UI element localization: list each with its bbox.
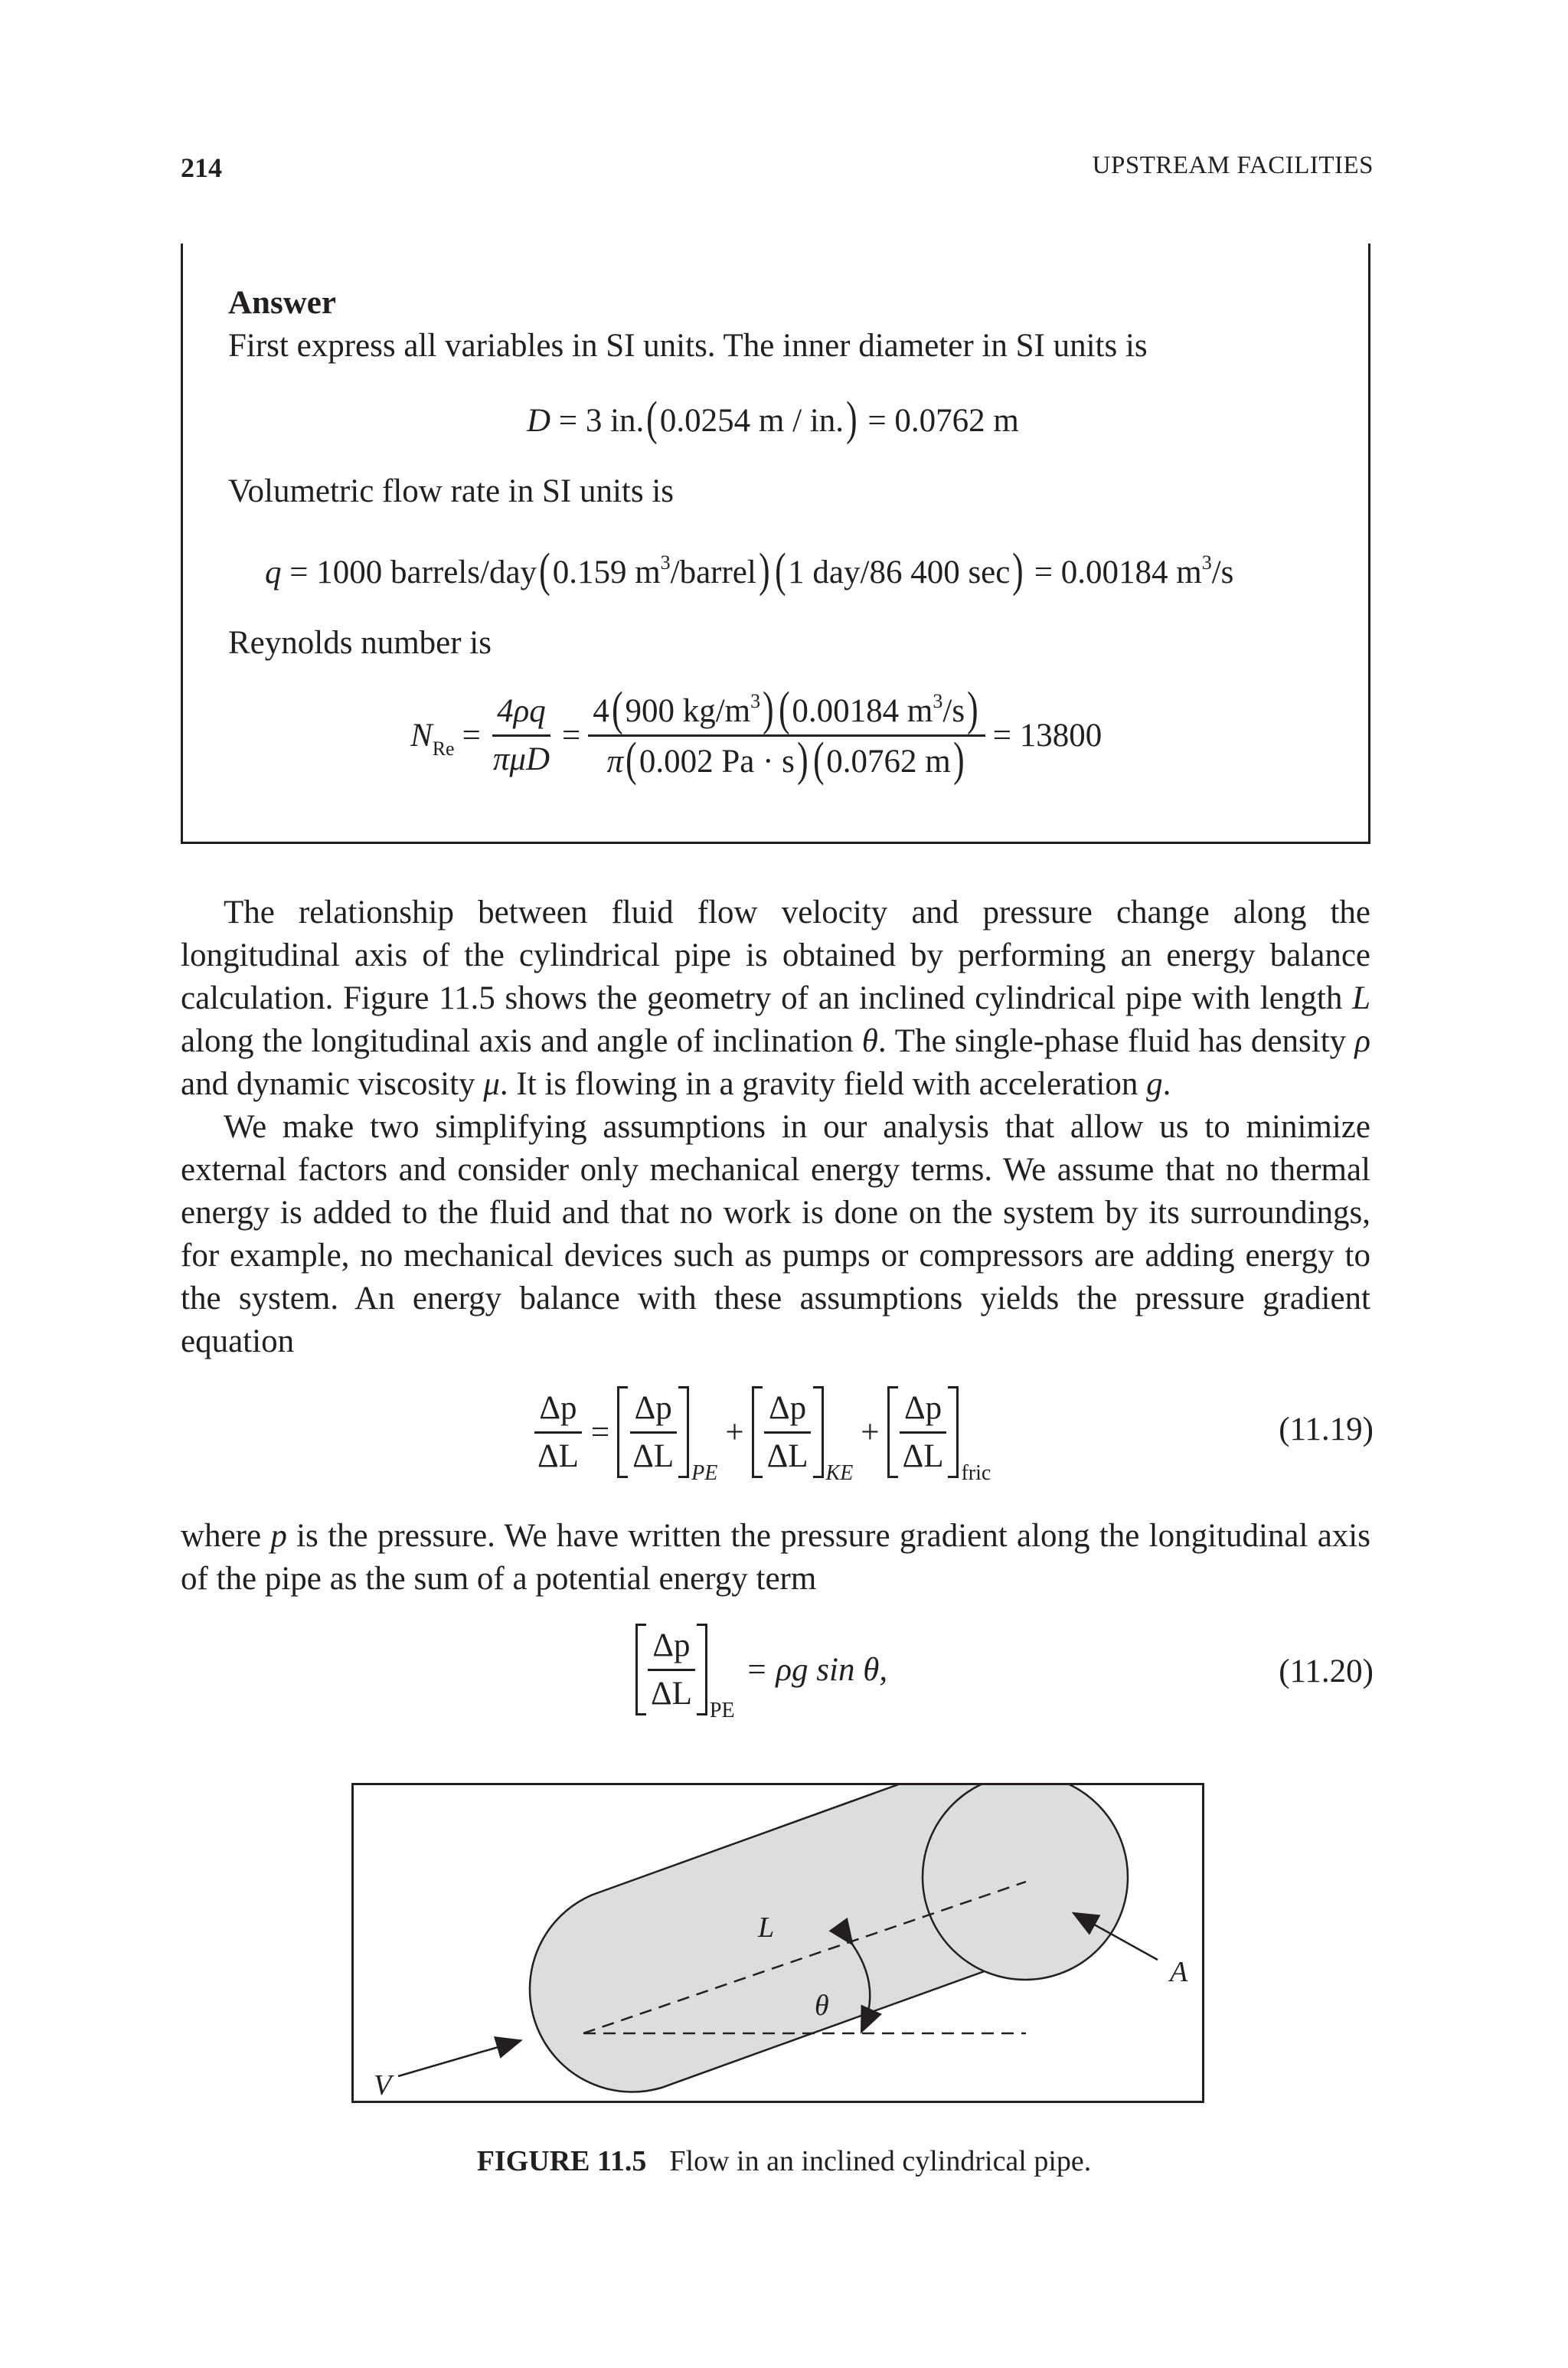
eq-re-result: = 13800: [992, 718, 1102, 754]
equation-11-19: $\frac{\Delta p}{\Delta L}$ = $\frac{\Delta p}{\Delta L}$ PE + $\frac{\Delta p}{\Delta L}$ KE + $\frac{\Delta p}{\Delta L}$ fric: [533, 1386, 991, 1478]
paragraph-2: We make two simplifying assumptions in our analysis that allow us to minimize external factors and consider only mechanical energy terms. We assume that no thermal energy is added to the fluid and that no work is done on the system by its surroundings, for example, no mechanical devices such as pumps or compressors are adding energy to the system. An energy balance with these assumptions yields the pressure gradient equation: [181, 1109, 1370, 1359]
eq-q-p1-sup: 3: [660, 551, 671, 574]
eq-q-p2: 1 day/86 400 sec: [788, 554, 1011, 590]
eq1119-pe-den: ΔL: [632, 1437, 675, 1474]
label-A: A: [1170, 1956, 1188, 1988]
equation-reynolds: $N_{Re}$ = $\frac{4\rho q}{\text{πμD}}$ = $\frac{4(900 kg/m^3)(0.00184 m^3/s)}{\pi(0.002 Pa \cdot s)(0.0762 m)}$ = 13800: [410, 683, 1102, 786]
eq-q-p1-tail: /barrel: [670, 554, 756, 590]
para3-symbol-p: p: [270, 1518, 287, 1554]
eq1119-lhs-den: ΔL: [537, 1437, 579, 1474]
eq-re-lhs: N: [410, 718, 433, 754]
inclined-pipe-diagram: [354, 1785, 1202, 2101]
eq-re-f2-num-a: 4: [593, 693, 609, 729]
para1-symbol-L: L: [1352, 980, 1370, 1016]
eq-q-p1: 0.159 m: [552, 554, 661, 590]
eq1120-den: ΔL: [651, 1675, 692, 1712]
para3-text-2: is the pressure. We have written the pressure gradient along the longitudinal axis of the pipe as the sum of a potential energy term: [181, 1518, 1370, 1597]
flow-label: Volumetric flow rate in SI units is: [228, 473, 675, 509]
eq-re-f2-num-b: 900 kg/m: [625, 693, 751, 729]
eq1119-ke-num: Δp: [764, 1388, 811, 1434]
page-number: 214: [181, 152, 222, 183]
figure-box: [351, 1783, 1204, 2103]
label-theta: θ: [815, 1990, 829, 2022]
para1-text-1: The relationship between fluid flow velocity and pressure change along the longitudinal axis of the cylindrical pipe is obtained by performing an energy balance calculation. Figure 11.5 shows the geometry of an inclined cylindrical pipe with length: [181, 895, 1370, 1016]
eq-re-f2-num-c: 0.00184 m: [792, 693, 933, 729]
eq1119-fric-num: Δp: [900, 1388, 946, 1434]
label-L: L: [758, 1912, 775, 1944]
eq1119-term-ke: [752, 1386, 854, 1485]
figure-caption: [0, 2144, 1568, 2178]
eq-re-fraction-numeric: $\frac{4(900 kg/m^3)(0.00184 m^3/s)}{\pi(0.002 Pa \cdot s)(0.0762 m)}$: [588, 689, 985, 782]
eq-re-lhs-sub: Re: [432, 738, 455, 760]
eq-d-inner: 0.0254 m / in.: [659, 403, 844, 439]
eq1120-number: (11.20): [1279, 1653, 1374, 1689]
eq1120-num: Δp: [648, 1626, 694, 1671]
reynolds-label: Reynolds number is: [228, 625, 492, 661]
eq1120-term: [635, 1624, 735, 1722]
equation-flow-rate: q = 1000 barrels/day(0.159 $m^3/barrel)(1$ day/86 400 sec) = 0.00184 $m^3/s$: [265, 545, 1234, 597]
eq-d-equals: = 3 in.: [558, 403, 645, 439]
paragraph-1: [181, 891, 1370, 1106]
eq-re-f2-den-b: 0.002 Pa · s: [639, 744, 795, 780]
equation-11-20: [635, 1624, 888, 1722]
para1-text-4: and dynamic viscosity: [181, 1066, 484, 1102]
para1-symbol-mu: μ: [483, 1066, 500, 1102]
eq1119-fric-den: ΔL: [902, 1437, 944, 1474]
eq1119-ke-den: ΔL: [766, 1437, 808, 1474]
eq-d-result: = 0.0762 m: [867, 403, 1019, 439]
eq-q-part1: = 1000 barrels/day: [289, 554, 537, 590]
eq1119-pe-num: Δp: [630, 1388, 677, 1434]
para1-text-2: along the longitudinal axis and angle of inclination: [181, 1023, 862, 1059]
eq-q-lhs: q: [265, 554, 282, 590]
caption-label: FIGURE 11.5: [476, 2145, 647, 2177]
para1-symbol-rho: ρ: [1354, 1023, 1370, 1059]
equation-diameter: D = 3 in.(0.0254 m / in.) = 0.0762 m: [527, 393, 1019, 445]
eq-re-f2-num-c-sup: 3: [933, 690, 943, 712]
eq-re-f1-num: 4ρq: [492, 692, 550, 737]
para1-symbol-theta: θ: [861, 1023, 878, 1059]
running-head: UPSTREAM FACILITIES: [1092, 152, 1374, 179]
answer-title: Answer: [228, 285, 336, 321]
para3-text-1: where: [181, 1518, 271, 1554]
caption-text: Flow in an inclined cylindrical pipe.: [669, 2145, 1092, 2177]
para1-text-5: . It is flowing in a gravity field with acceleration: [499, 1066, 1147, 1102]
eq-re-f2-den-c: 0.0762 m: [826, 744, 951, 780]
eq-q-result: = 0.00184 m: [1034, 554, 1202, 590]
eq1120-sub: PE: [709, 1699, 735, 1722]
para1-text-6: .: [1162, 1066, 1171, 1102]
para1-text-3: . The single-phase fluid has density: [877, 1023, 1355, 1059]
eq1119-number: (11.19): [1279, 1411, 1374, 1447]
eq-q-result-sup: 3: [1201, 551, 1212, 574]
eq-re-f1-den: πμD: [492, 741, 550, 777]
answer-intro: First express all variables in SI units. The inner diameter in SI units is: [228, 328, 1148, 364]
eq1119-term-fric: [887, 1386, 991, 1485]
eq1119-sub-pe: PE: [691, 1461, 718, 1485]
eq1119-sub-ke: KE: [825, 1461, 854, 1485]
eq-re-f2-den-a: π: [606, 744, 624, 780]
arrow-velocity-V: [398, 2041, 519, 2076]
eq-re-f2-num-c-tail: /s: [942, 693, 965, 729]
eq1120-rhs: = ρg sin θ,: [745, 1651, 888, 1688]
eq-d-lhs: D: [527, 403, 551, 439]
eq-re-fraction-symbolic: [488, 692, 554, 780]
label-V: V: [374, 2069, 392, 2101]
eq1119-term-pe: [617, 1386, 718, 1485]
eq-q-result-tail: /s: [1211, 554, 1234, 590]
eq1119-sub-fric: fric: [961, 1461, 991, 1485]
eq1119-lhs-num: Δp: [534, 1388, 581, 1434]
para1-symbol-g: g: [1146, 1066, 1163, 1102]
eq1119-lhs: [533, 1388, 583, 1477]
eq-re-f2-num-b-sup: 3: [750, 690, 761, 712]
paragraph-3: [181, 1515, 1370, 1601]
